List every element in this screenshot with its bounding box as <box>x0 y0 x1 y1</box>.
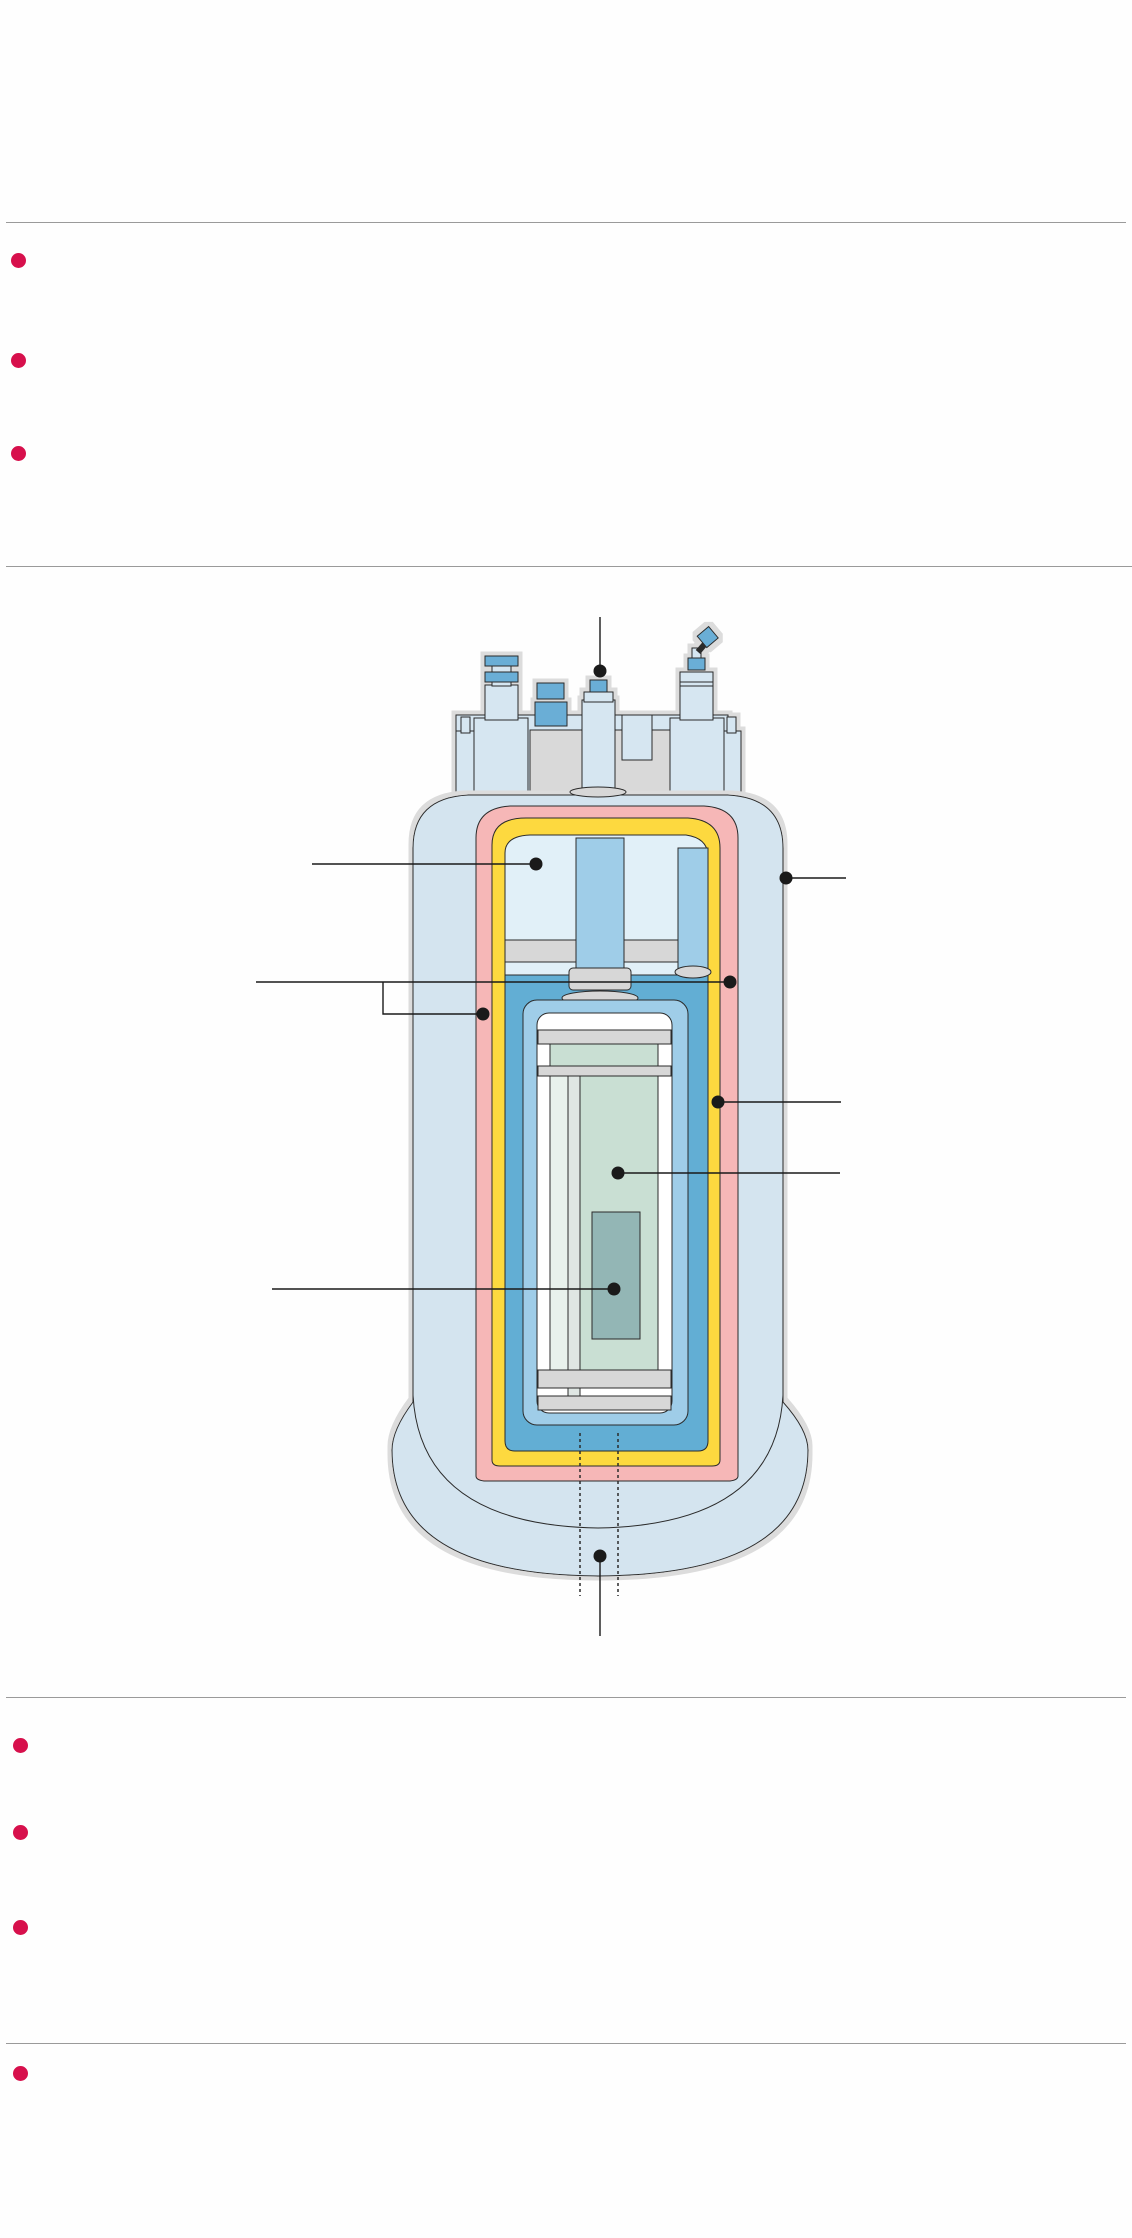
left-outer-post-cap <box>461 717 470 733</box>
left-port-connector <box>492 666 511 672</box>
callout-dot-top <box>594 665 607 678</box>
callout-dot-sample <box>608 1283 621 1296</box>
mid-left-valve-top <box>537 683 564 699</box>
left-port-valve-1 <box>485 672 518 682</box>
footer-divider <box>6 2043 1126 2044</box>
right-port-valve <box>688 658 705 670</box>
right-port-angled-valve <box>697 626 718 647</box>
callout-dot-bottom <box>594 1550 607 1563</box>
mid-left-valve-base <box>535 702 567 726</box>
center-post-collar <box>584 692 613 702</box>
right-vent-tube <box>678 848 708 975</box>
callout-dot-outer-shell <box>780 872 793 885</box>
coil-rod <box>568 1070 580 1400</box>
callout-dot-helium <box>724 976 737 989</box>
coil-base-band <box>538 1396 671 1410</box>
fill-tube-collar <box>569 968 631 990</box>
mid-right-block <box>622 715 652 760</box>
footer-bullet <box>13 2066 28 2081</box>
left-port-connector-2 <box>492 682 511 686</box>
coil-bottom-band <box>538 1370 671 1388</box>
callout-dot-upper-chamber <box>530 858 543 871</box>
sample-holder <box>592 1212 640 1339</box>
bottom-bullet-2 <box>13 1825 28 1840</box>
coil-left-strip <box>550 1070 568 1380</box>
coil-band-2 <box>538 1066 671 1076</box>
right-port-shelf <box>680 682 713 686</box>
bottom-bullet-1 <box>13 1738 28 1753</box>
lower-divider <box>6 1697 1126 1698</box>
right-port-neck <box>680 686 713 720</box>
bottom-bullet-3 <box>13 1920 28 1935</box>
neck-disc <box>570 787 626 797</box>
right-outer-post-cap <box>727 717 736 733</box>
right-port-flange <box>680 672 713 682</box>
center-post-valve <box>590 680 607 692</box>
coil-top-band <box>538 1030 671 1044</box>
vent-tube-cap <box>675 966 711 978</box>
central-fill-tube <box>576 838 624 968</box>
callout-dot-jacket <box>712 1096 725 1109</box>
left-port-valve-2 <box>485 656 518 666</box>
left-port-neck <box>485 685 518 720</box>
callout-dot-coil <box>612 1167 625 1180</box>
callout-dot-shield <box>477 1008 490 1021</box>
center-post <box>582 700 615 800</box>
